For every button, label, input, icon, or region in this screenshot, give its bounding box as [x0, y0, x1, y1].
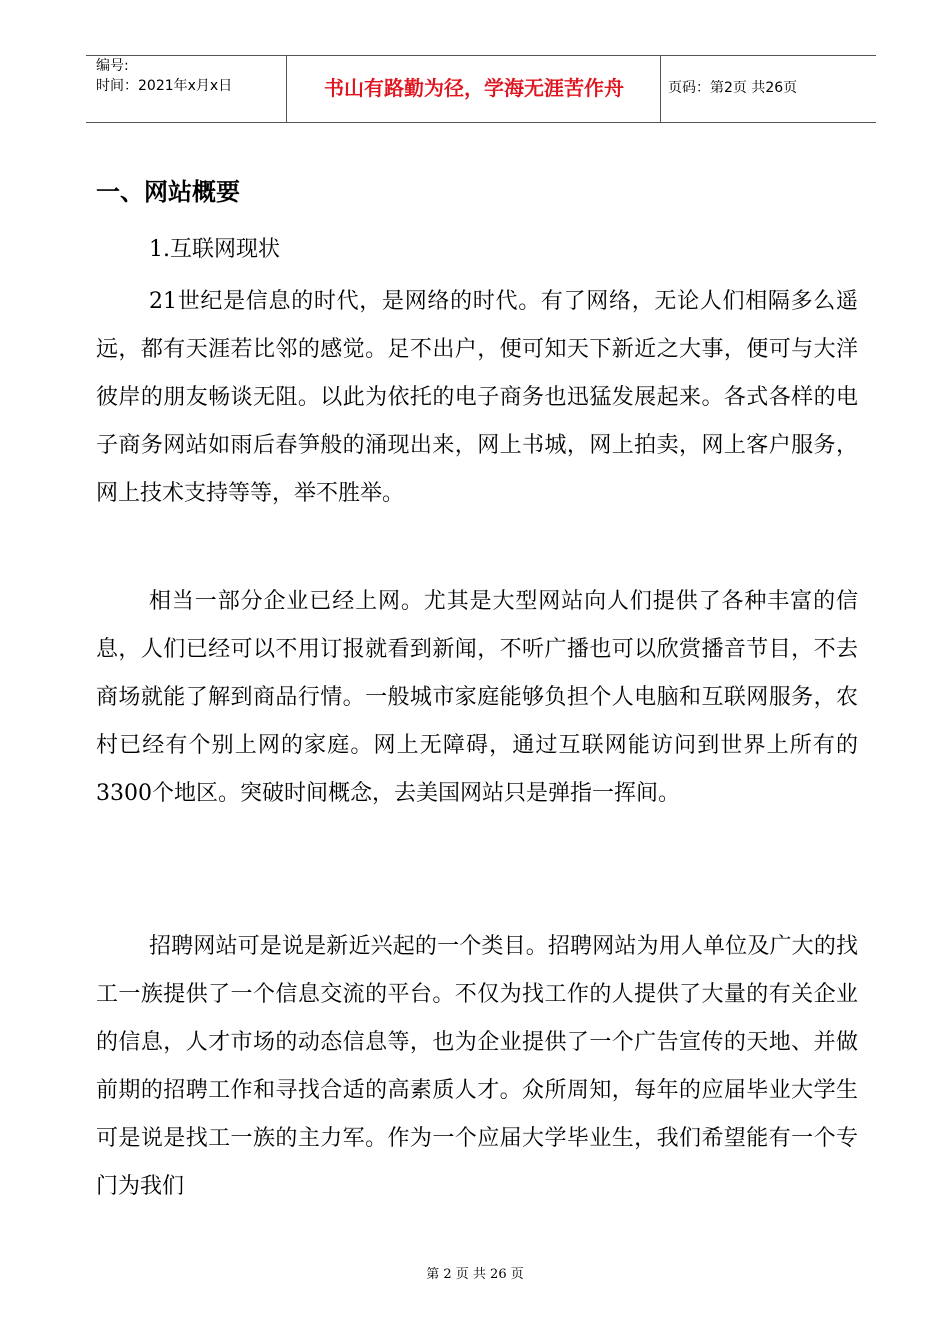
paragraph-recruitment-sites: 招聘网站可是说是新近兴起的一个类目。招聘网站为用人单位及广大的找工一族提供了一个信息交流的平台。不仅为找工作的人提供了大量的有关企业的信息，人才市场的动态信息等，也为企业提供了一个广告宣传的天地、并做前期的招聘工作和寻找合适的高素质人才。众所周知，每年的应届毕业大学生可是说是找工一族的主力军。作为一个应届大学毕业生，我们希望能有一个专门为我们 [96, 934, 858, 1199]
header-divider-left [286, 55, 287, 122]
paragraph-enterprise-online: 相当一部分企业已经上网。尤其是大型网站向人们提供了各种丰富的信息，人们已经可以不用订报就看到新闻，不听广播也可以欣赏播音节目，不去商场就能了解到商品行情。一般城市家庭能够负担个人电脑和互联网服务，农村已经有个别上网的家庭。网上无障碍，通过互联网能访问到世界上所有的3300个地区。突破时间概念，去美国网站只是弹指一挥间。 [96, 589, 858, 806]
header-bottom-rule [86, 122, 876, 123]
header-meta [96, 56, 232, 96]
section-title: 一、网站概要 [96, 178, 240, 206]
time-label: 时间：2021年x月x日 [96, 78, 233, 94]
paragraph-internet-era: 21世纪是信息的时代，是网络的时代。有了网络，无论人们相隔多么遥远，都有天涯若比邻的感觉。足不出户，便可知天下新近之大事，便可与大洋彼岸的朋友畅谈无阻。以此为依托的电子商务也迅猛发展起来。各式各样的电子商务网站如雨后春笋般的涌现出来，网上书城，网上拍卖，网上客户服务，网上技术支持等等，举不胜举。 [96, 289, 858, 506]
header-divider-right [660, 55, 661, 122]
page-footer: 第 2 页 共 26 页 [426, 1267, 524, 1282]
subsection-title: 1.互联网现状 [149, 237, 280, 262]
header-page-info: 页码：第2页 共26页 [668, 80, 798, 96]
number-label: 编号: [96, 58, 129, 74]
header-motto: 书山有路勤为径，学海无涯苦作舟 [324, 76, 624, 100]
